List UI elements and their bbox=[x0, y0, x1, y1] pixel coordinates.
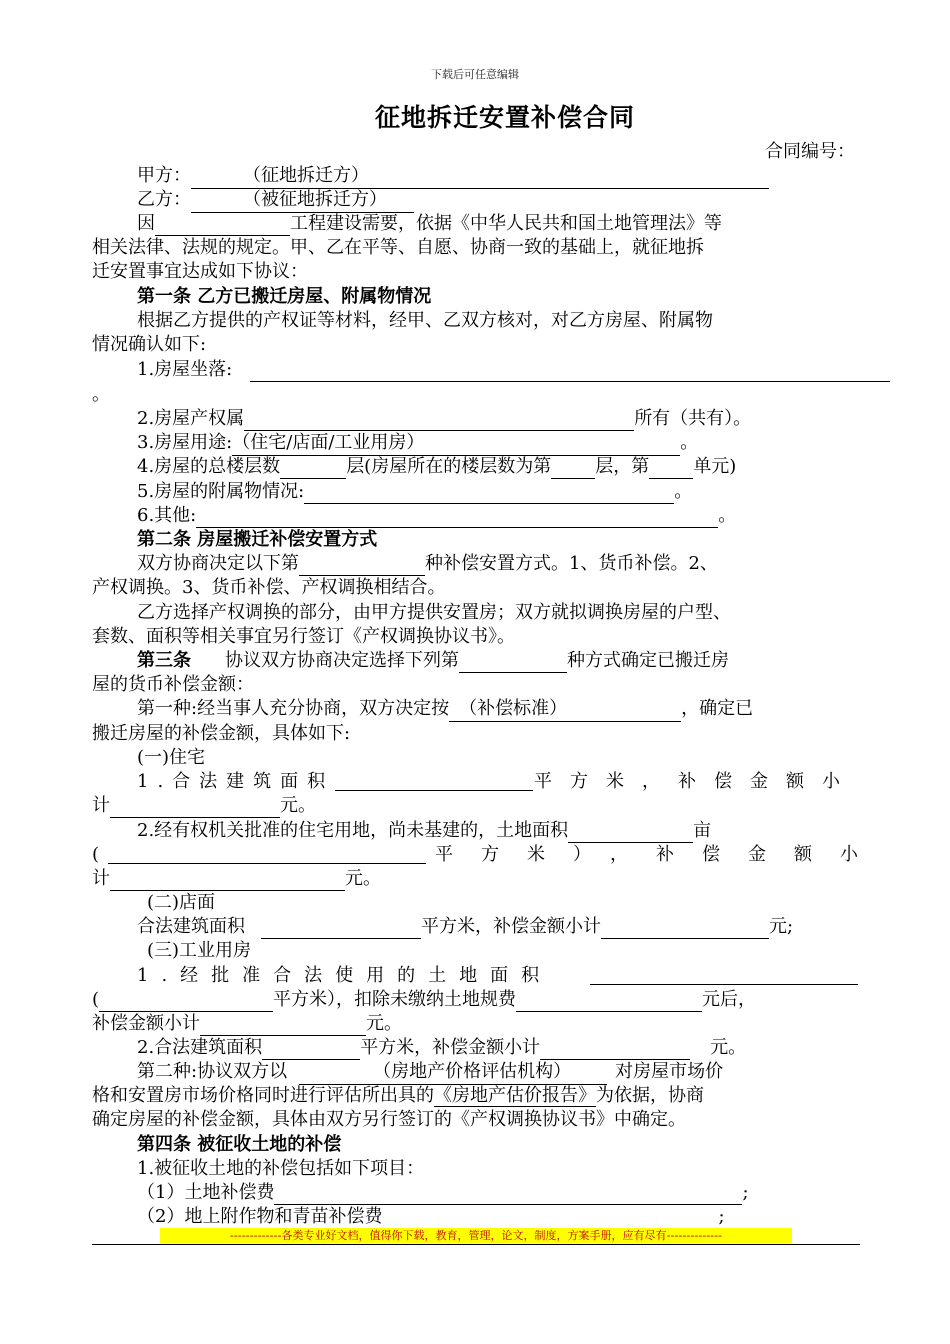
house-use-field: （住宅/店面/工业用房） bbox=[232, 431, 680, 456]
article-3-line-1: 第三条 协议双方协商决定选择下列第 种方式确定已搬迁房 bbox=[137, 650, 729, 671]
intro-line-2: 相关法律、法规的规定。甲、乙在平等、自愿、协商一致的基础上，就征地拆 bbox=[92, 237, 704, 258]
house-use-line: 3.房屋用途:（住宅/店面/工业用房） 。 bbox=[92, 431, 858, 455]
intro-line-3: 迁安置事宜达成如下协议： bbox=[92, 261, 308, 282]
industrial-building-line: 2.合法建筑面积 平方米，补偿金额小计 元。 bbox=[137, 1037, 747, 1058]
total-floors-field bbox=[280, 458, 346, 479]
article-3-line-2: 屋的货币补偿金额： bbox=[92, 674, 254, 695]
land-area-sqm-field bbox=[108, 843, 426, 864]
industrial-building-area-field bbox=[262, 1039, 360, 1060]
article-2-para-3: 乙方选择产权调换的部分，由甲方提供安置房；双方就拟调换房屋的户型、 bbox=[137, 602, 731, 623]
land-area-mu-field bbox=[568, 822, 693, 843]
residential-land-amount-line: 计 元。 bbox=[92, 868, 381, 889]
house-location-field bbox=[250, 361, 890, 382]
article-2-para-4: 套数、面积等相关事宜另行签订《产权调换协议书》。 bbox=[92, 626, 515, 647]
article-2-title: 第二条 房屋搬迁补偿安置方式 bbox=[137, 529, 378, 550]
method-2-line-2: 格和安置房市场价格同时进行评估所出具的《房地产估价报告》为依据，协商 bbox=[92, 1085, 704, 1106]
industrial-amount-line: 补偿金额小计 元。 bbox=[92, 1013, 402, 1034]
industrial-land-field bbox=[590, 964, 858, 985]
article-2-para-2: 产权调换。3、货币补偿、产权调换相结合。 bbox=[92, 577, 446, 598]
party-b-line: 乙方： （被征地拆迁方） bbox=[92, 188, 858, 212]
industrial-heading: (三)工业用房 bbox=[147, 940, 252, 961]
shop-line: 合法建筑面积 平方米，补偿金额小计 元; bbox=[137, 916, 794, 937]
attachments-line: 5.房屋的附属物情况: 。 bbox=[137, 481, 693, 502]
party-b-field: （被征地拆迁方） bbox=[191, 188, 414, 213]
residential-land-line-2: ( 平方米），补偿金额小 bbox=[92, 844, 886, 865]
other-line: 6.其他: 。 bbox=[137, 505, 737, 526]
house-ownership-line: 2.房屋产权属 所有（共有）。 bbox=[137, 408, 752, 429]
industrial-land-line-2: ( 平方米），扣除未缴纳土地规费 元后， bbox=[92, 989, 757, 1010]
shop-area-field bbox=[261, 918, 421, 939]
project-name-field bbox=[155, 215, 290, 236]
article-2-para-1: 双方协商决定以下第 种补偿安置方式。1、货币补偿。2、 bbox=[137, 553, 718, 574]
party-a-line: 甲方： （征地拆迁方） bbox=[92, 164, 858, 188]
crop-compensation-field bbox=[382, 1208, 718, 1229]
house-owner-field bbox=[244, 410, 634, 431]
article-4-para-1: 1.被征收土地的补偿包括如下项目： bbox=[137, 1158, 425, 1179]
footer-rule bbox=[92, 1244, 860, 1245]
residential-amount-field bbox=[110, 797, 280, 818]
residential-land-line: 2.经有权机关批准的住宅用地，尚未基建的，土地面积 亩 bbox=[137, 820, 712, 841]
industrial-land-sqm-field bbox=[99, 991, 273, 1012]
valuation-method-field bbox=[459, 652, 567, 673]
article-1-title: 第一条 乙方已搬迁房屋、附属物情况 bbox=[137, 286, 432, 307]
residential-heading: (一)住宅 bbox=[137, 747, 206, 768]
download-note: 下载后可任意编辑 bbox=[431, 68, 519, 81]
article-3-title: 第三条 bbox=[137, 650, 191, 671]
party-a-field: （征地拆迁方） bbox=[191, 164, 769, 189]
compensation-method-field bbox=[299, 555, 425, 576]
land-compensation-field bbox=[274, 1184, 742, 1205]
house-floors-line: 4.房屋的总楼层数 层(房屋所在的楼层数为第 层，第 单元) bbox=[137, 456, 737, 477]
residential-amount-line: 计 元。 bbox=[92, 795, 316, 816]
other-field bbox=[196, 507, 718, 528]
shop-amount-field bbox=[601, 918, 769, 939]
industrial-amount-field bbox=[200, 1015, 366, 1036]
land-amount-field bbox=[110, 870, 345, 891]
house-location-end: 。 bbox=[92, 384, 110, 405]
industrial-building-amount-field bbox=[540, 1039, 690, 1060]
residential-area-line: 1.合法建筑面积 平方米，补偿金额小 bbox=[137, 771, 858, 792]
compensation-standard-field: （补偿标准） bbox=[449, 697, 681, 722]
appraisal-agency-field: （房地产价格评估机构） bbox=[299, 1060, 607, 1085]
article-1-para-2: 情况确认如下: bbox=[92, 334, 207, 355]
method-1-line: 第一种:经当事人充分协商，双方决定按 （补偿标准） ，确定已 bbox=[92, 697, 858, 721]
residential-area-field bbox=[335, 770, 533, 791]
article-4-title: 第四条 被征收土地的补偿 bbox=[137, 1134, 342, 1155]
industrial-land-line: 1.经批准合法使用的土地面积 bbox=[92, 964, 858, 988]
document-title: 征地拆迁安置补偿合同 bbox=[374, 103, 635, 132]
method-2-line-3: 确定房屋的补偿金额，具体由双方另行签订的《产权调换协议书》中确定。 bbox=[92, 1109, 686, 1130]
intro-line-1: 因 工程建设需要，依据《中华人民共和国土地管理法》等 bbox=[137, 213, 722, 234]
contract-number-label: 合同编号： bbox=[765, 141, 855, 162]
appraisal-report: 《房地产估价报告》 bbox=[434, 1085, 596, 1106]
land-fee-field bbox=[516, 991, 702, 1012]
article-1-para-1: 根据乙方提供的产权证等材料，经甲、乙双方核对，对乙方房屋、附属物 bbox=[137, 310, 713, 331]
method-2-line: 第二种:协议双方以 （房地产价格评估机构） 对房屋市场价 bbox=[92, 1060, 858, 1084]
land-compensation-line: （1）土地补偿费 ; bbox=[137, 1182, 749, 1203]
attachments-field bbox=[304, 483, 674, 504]
unit-number-field bbox=[649, 458, 693, 479]
crop-compensation-line: （2）地上附作物和青苗补偿费 ; bbox=[137, 1206, 725, 1227]
footer-banner: -------------各类专业好文档，值得你下载，教育，管理，论文，制度，方案手册，应有尽有-------------- bbox=[160, 1228, 792, 1243]
shop-heading: (二)店面 bbox=[147, 892, 216, 913]
method-1-line-2: 搬迁房屋的补偿金额，具体如下: bbox=[92, 723, 351, 744]
house-location-line: 1.房屋坐落: bbox=[92, 358, 920, 382]
floor-number-field bbox=[551, 458, 595, 479]
